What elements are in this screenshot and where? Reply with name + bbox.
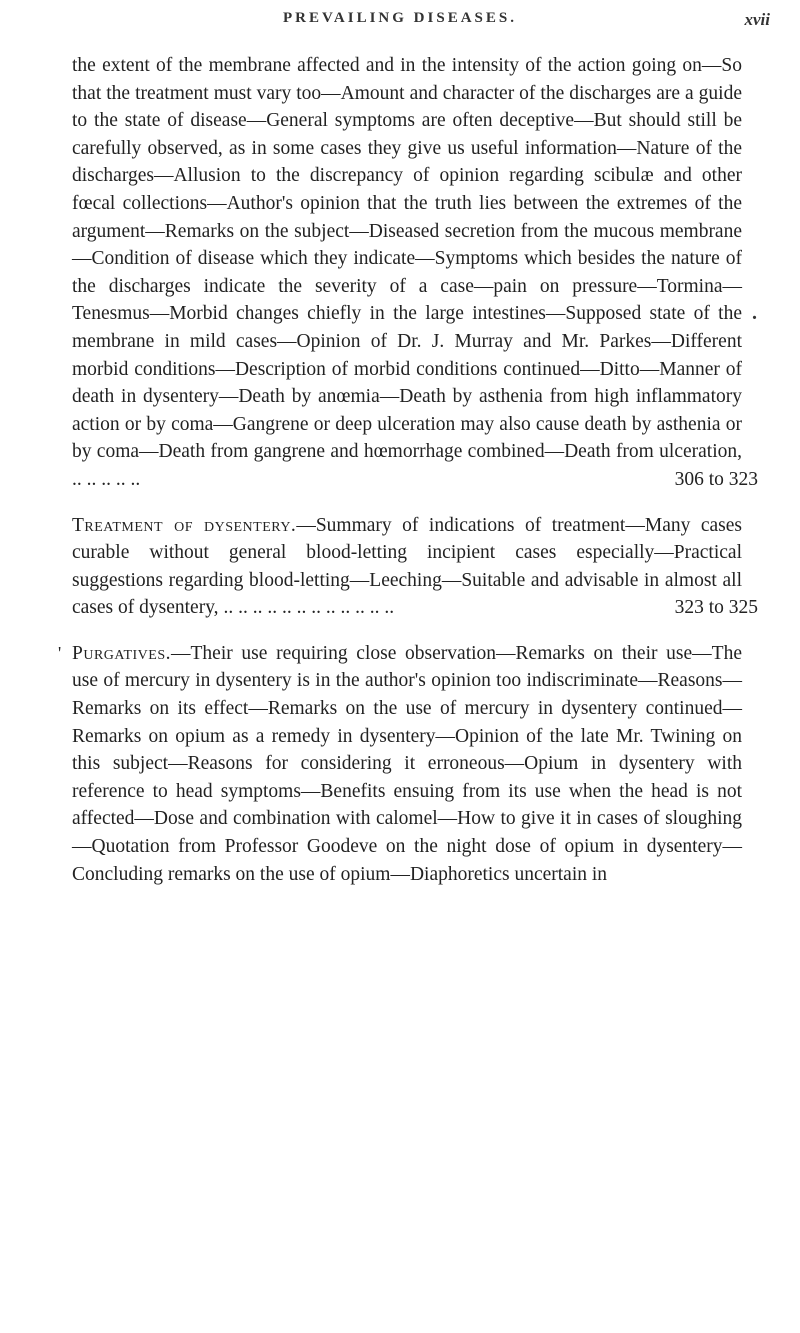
entry-leaders: .. .. .. .. .. .. .. .. .. .. .. .. xyxy=(218,597,395,619)
entry-heading: Purgatives. xyxy=(72,642,171,664)
entry-text: —Summary of indications of treatment—Many cases curable without general blood-letting incipient cases especially—Practical suggestions regarding blood-letting—Leeching—Suitable and advisable in almost all cases of dysentery, xyxy=(72,514,742,619)
contents-entry-continuation xyxy=(72,52,758,494)
entry-leaders: .. .. .. .. .. xyxy=(72,468,141,490)
margin-mark: . xyxy=(752,302,757,324)
entry-page-range: 323 to 325 xyxy=(674,597,758,619)
contents-body xyxy=(58,52,758,888)
running-head xyxy=(0,10,800,36)
page-number: xvii xyxy=(744,10,770,29)
contents-entry-purgatives xyxy=(58,640,742,888)
entry-page-range: 306 to 323 xyxy=(674,468,758,490)
entry-heading: Treatment of dysentery. xyxy=(72,514,297,536)
margin-mark: ' xyxy=(58,642,62,663)
entry-text: the extent of the membrane affected and in the intensity of the action going on—So that the treatment must vary too—Amount and character of the discharges are a guide to the state of disease—General symptoms are often deceptive—But should still be carefully observed, as in some cases they give us useful information—Nature of the discharges—Allusion to the discrepancy of opinion regarding scibulæ and other fœcal collections—Author's opinion that the truth lies between the extremes of the argument—Remarks on the subject—Diseased secretion from the mucous membrane—Condition of disease which they indicate—Symptoms which besides the nature of the discharges indicate the severity of a case—pain on pressure—Tormina—Tenesmus—Morbid changes chiefly in the large intestines—Supposed state of the membrane in mild cases—Opinion of Dr. J. Murray and Mr. Parkes—Different morbid conditions—Description of morbid conditions continued—Ditto—Manner of death in dysentery—Death by anœmia—Death by asthenia from high inflammatory action or by coma—Gangrene or deep ulceration may also cause death by asthenia or by coma—Death from gangrene and hœmorrhage combined—Death from ulceration, xyxy=(72,55,742,463)
running-title: PREVAILING DISEASES. xyxy=(283,10,517,26)
contents-entry-treatment xyxy=(72,512,758,622)
entry-text: —Their use requiring close observation—Remarks on their use—The use of mercury in dysentery is in the author's opinion too indiscriminate—Reasons—Remarks on its effect—Remarks on the use of mercury in dysentery continued—Remarks on opium as a remedy in dysentery—Opinion of the late Mr. Twining on this subject—Reasons for considering it erroneous—Opium in dysentery with reference to head symptoms—Benefits ensuing from its use when the head is not affected—Dose and combination with calomel—How to give it in cases of sloughing—Quotation from Professor Goodeve on the night dose of opium in dysentery—Concluding remarks on the use of opium—Diaphoretics uncertain in xyxy=(72,642,742,885)
